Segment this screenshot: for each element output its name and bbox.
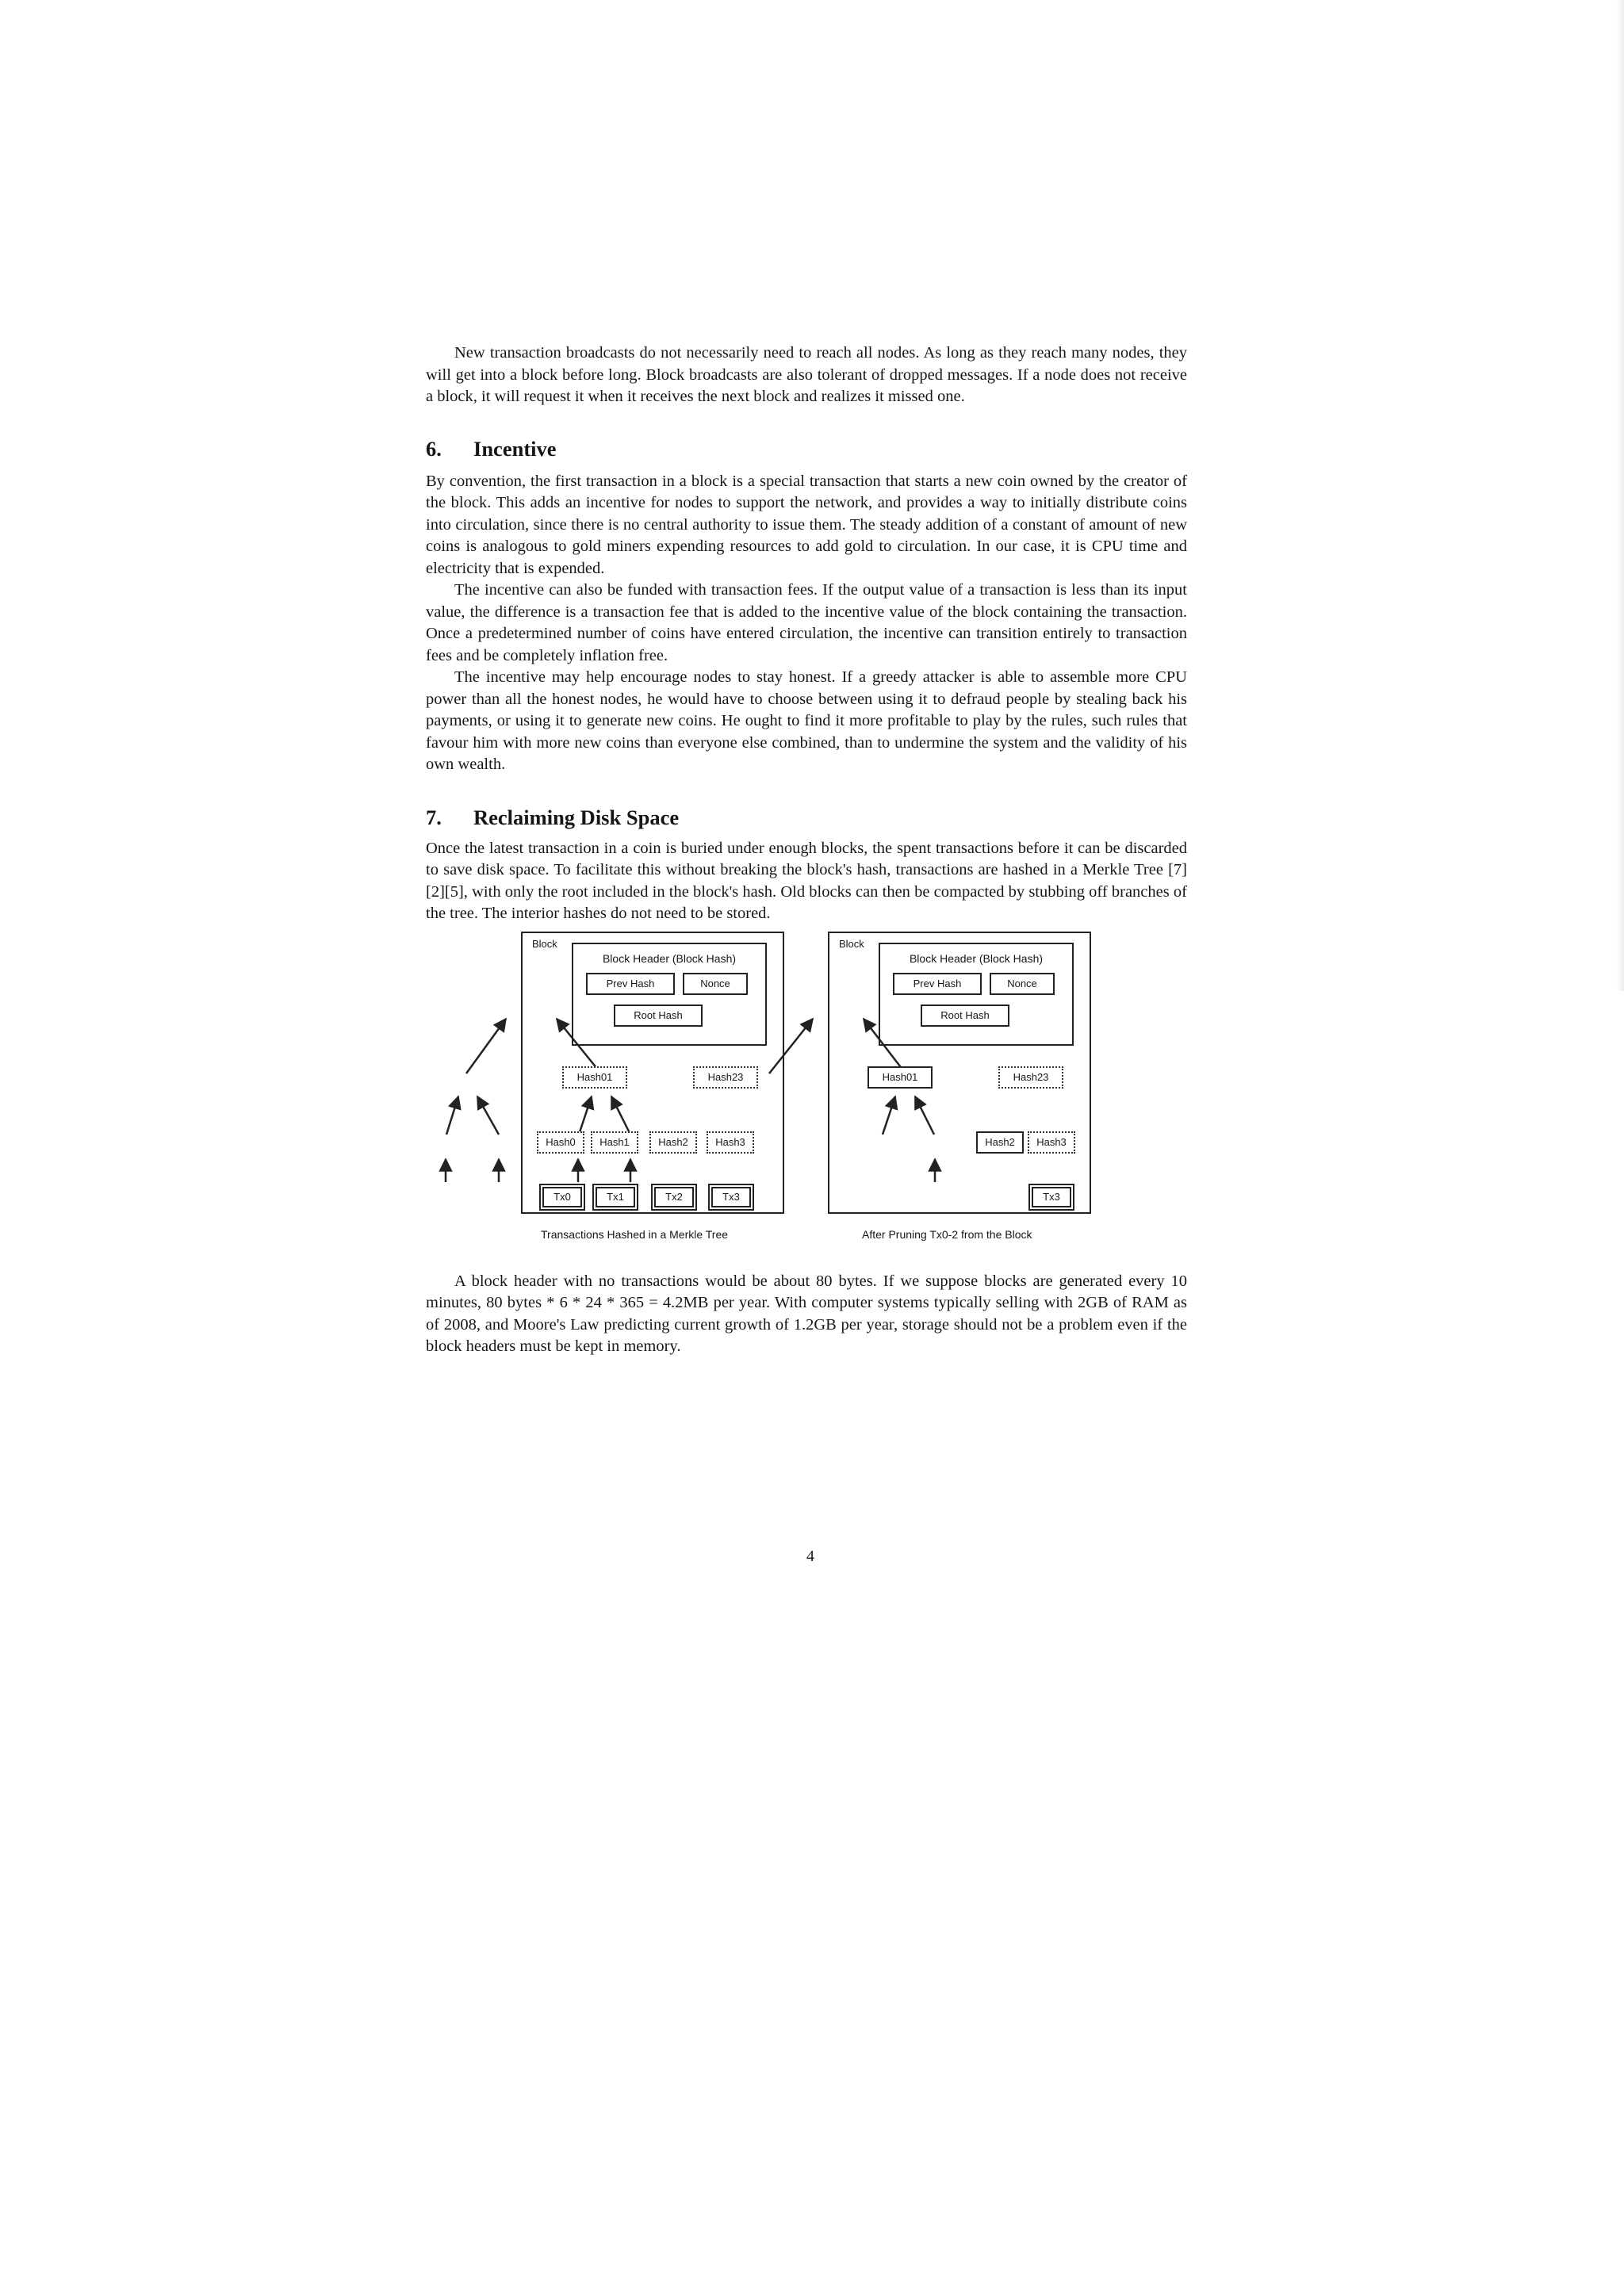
section-number: 7. (426, 805, 442, 829)
root-hash-box: Root Hash (614, 1004, 703, 1027)
section-heading-incentive (426, 436, 1187, 461)
tx3-box: Tx3 (1032, 1187, 1071, 1207)
right-block-panel (828, 932, 1091, 1214)
paragraph-incentive-3: The incentive may help encourage nodes to stay honest. If a greedy attacker is able to assemble more CPU power than all the honest nodes, he would have to choose between using it to defraud people by stealing back his payments, or using it to generate new coins. He ought to find it more profitable to play by the rules, such rules that favour him with more new coins than everyone else combined, than to undermine the system and the validity of his own wealth. (426, 668, 1187, 773)
hash01-box: Hash01 (562, 1066, 627, 1089)
tx3-box: Tx3 (711, 1187, 751, 1207)
hash0-box: Hash0 (537, 1131, 584, 1154)
block-label: Block (532, 937, 557, 950)
block-header-label: Block Header (Block Hash) (602, 951, 737, 965)
left-block-panel (521, 932, 784, 1214)
block-header-label: Block Header (Block Hash) (909, 951, 1044, 965)
hash01-box: Hash01 (868, 1066, 933, 1089)
hash1-box: Hash1 (591, 1131, 638, 1154)
block-label: Block (839, 937, 864, 950)
paragraph-reclaiming: Once the latest transaction in a coin is buried under enough blocks, the spent transactions before it can be discarded to save disk space. To facilitate this without breaking the block's hash, transactions are hashed in a Merkle Tree [7][2][5], with only the root included in the block's hash. Old blocks can then be compacted by stubbing off branches of the tree. The interior hashes do not need to be stored. (426, 839, 1187, 922)
section-number: 6. (426, 436, 442, 461)
paragraph-header-size: A block header with no transactions would be about 80 bytes. If we suppose blocks are generated every 10 minutes, 80 bytes * 6 * 24 * 365 = 4.2MB per year. With computer systems typically selling with 2GB of RAM as of 2008, and Moore's Law predicting current growth of 1.2GB per year, storage should not be a problem even if the block headers must be kept in memory. (426, 1272, 1187, 1355)
section-heading-reclaiming (426, 805, 1187, 830)
root-hash-box: Root Hash (921, 1004, 1009, 1027)
nonce-box: Nonce (990, 973, 1055, 995)
section-title: Reclaiming Disk Space (473, 805, 680, 829)
paragraph-incentive-2: The incentive can also be funded with transaction fees. If the output value of a transaction is less than its input value, the difference is a transaction fee that is added to the incentive value of the block containing the transaction. Once a predetermined number of coins have entered circulation, the incentive can transition entirely to transaction fees and be completely inflation free. (426, 581, 1187, 664)
prev-hash-box: Prev Hash (893, 973, 982, 995)
tx2-box: Tx2 (654, 1187, 694, 1207)
paragraph-incentive-1: By convention, the first transaction in a block is a special transaction that starts a new coin owned by the creator of the block. This adds an incentive for nodes to support the network, and provides a way to initially distribute coins into circulation, since there is no central authority to issue them. The steady addition of a constant of amount of new coins is analogous to gold miners expending resources to add gold to circulation. In our case, it is CPU time and electricity that is expended. (426, 472, 1187, 577)
arrow (477, 1096, 499, 1135)
page-edge-shadow (1616, 0, 1624, 991)
paper-page (426, 342, 1187, 1358)
arrow (466, 1019, 506, 1073)
page-number: 4 (806, 1548, 814, 1565)
hash3-box: Hash3 (1028, 1131, 1075, 1154)
nonce-box: Nonce (683, 973, 748, 995)
left-figure-caption: Transactions Hashed in a Merkle Tree (541, 1227, 729, 1241)
tx0-box: Tx0 (542, 1187, 582, 1207)
tx1-box: Tx1 (596, 1187, 635, 1207)
section-title: Incentive (473, 436, 557, 461)
paragraph-broadcasts: New transaction broadcasts do not necessarily need to reach all nodes. As long as they reach many nodes, they will get into a block before long. Block broadcasts are also tolerant of dropped messages. If a node does not receive a block, it will request it when it receives the next block and realizes it missed one. (426, 344, 1187, 405)
hash3-box: Hash3 (707, 1131, 754, 1154)
merkle-tree-figure (426, 932, 1187, 1257)
hash2-box: Hash2 (649, 1131, 697, 1154)
hash23-box: Hash23 (998, 1066, 1063, 1089)
prev-hash-box: Prev Hash (586, 973, 675, 995)
hash2-box: Hash2 (976, 1131, 1024, 1154)
hash23-box: Hash23 (693, 1066, 758, 1089)
right-figure-caption: After Pruning Tx0-2 from the Block (862, 1227, 1032, 1241)
arrow (446, 1096, 458, 1135)
